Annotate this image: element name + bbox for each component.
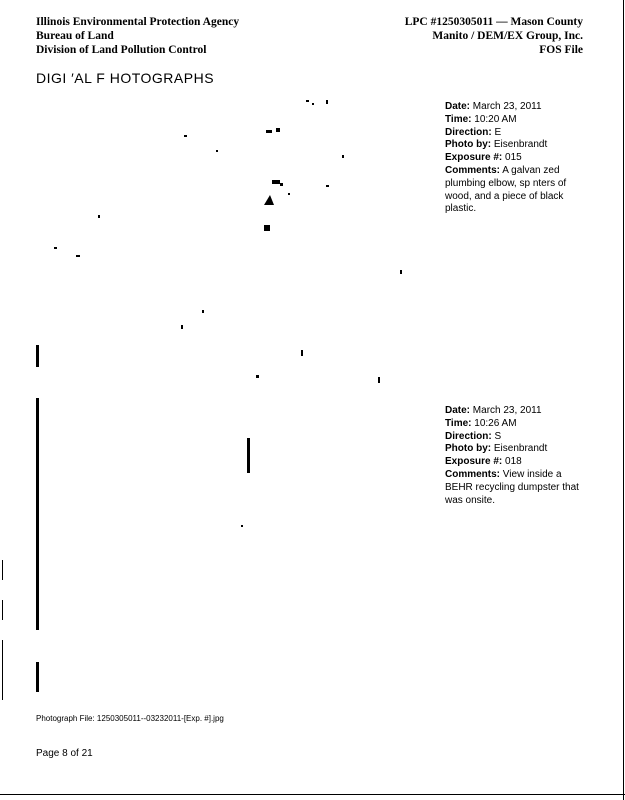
time-row <box>445 418 585 431</box>
direction-value: E <box>494 126 502 138</box>
page-edge-right <box>623 0 624 800</box>
header-left <box>36 15 239 57</box>
exposure-label: Exposure #: <box>445 456 503 468</box>
time-value: 10:20 AM <box>474 113 517 125</box>
section-title: DIGI ′AL F HOTOGRAPHS <box>36 70 215 86</box>
exposure-label: Exposure #: <box>445 152 503 164</box>
scan-artifact-bar <box>36 345 39 367</box>
time-row <box>445 114 585 127</box>
exposure-row <box>445 152 585 165</box>
agency-name: Illinois Environmental Protection Agency <box>36 16 240 28</box>
time-value: 10:26 AM <box>474 417 517 429</box>
date-row <box>445 405 585 418</box>
photo-by-value: Eisenbrandt <box>493 443 548 455</box>
comments-row <box>445 469 585 507</box>
photo-by-row <box>445 443 585 456</box>
time-label: Time: <box>445 113 472 125</box>
header-right <box>405 15 583 57</box>
photo-2-image <box>36 400 436 700</box>
photo-1-image <box>36 95 436 385</box>
photo-1-metadata <box>445 101 585 216</box>
file-type: FOS File <box>539 44 583 56</box>
photo-by-label: Photo by: <box>445 139 492 151</box>
division-name: Division of Land Pollution Control <box>36 44 207 56</box>
comments-label: Comments: <box>445 164 501 176</box>
date-label: Date: <box>445 101 471 112</box>
site-name: Manito / DEM/EX Group, Inc. <box>432 30 583 42</box>
date-row <box>445 101 585 114</box>
scan-artifact-bar <box>2 560 3 580</box>
photo-by-value: Eisenbrandt <box>493 139 548 151</box>
scan-artifact-bar <box>2 600 3 620</box>
exposure-value: 015 <box>505 152 522 164</box>
direction-label: Direction: <box>445 430 492 442</box>
page-number: Page 8 of 21 <box>36 748 93 759</box>
date-value: March 23, 2011 <box>472 405 542 416</box>
scan-artifact-bar <box>2 640 3 700</box>
page-edge-bottom <box>0 794 625 795</box>
exposure-row <box>445 456 585 469</box>
comments-row <box>445 165 585 216</box>
photo-2-metadata <box>445 405 585 507</box>
photo-1 <box>36 95 436 385</box>
lpc-number: LPC #1250305011 — Mason County <box>404 16 583 28</box>
photo-by-row <box>445 139 585 152</box>
bureau-name: Bureau of Land <box>36 30 114 42</box>
comments-label: Comments: <box>445 468 501 480</box>
comments-value: View inside a BEHR recycling dumpster that was onsite. <box>445 468 579 506</box>
photo-file-note: Photograph File: 1250305011--03232011-[Exp. #].jpg <box>36 714 224 723</box>
date-value: March 23, 2011 <box>472 101 542 112</box>
direction-label: Direction: <box>445 126 492 138</box>
time-label: Time: <box>445 417 472 429</box>
direction-value: S <box>494 430 502 442</box>
direction-row <box>445 127 585 140</box>
exposure-value: 018 <box>505 456 522 468</box>
photo-by-label: Photo by: <box>445 443 492 455</box>
photo-2 <box>36 400 436 700</box>
direction-row <box>445 431 585 444</box>
date-label: Date: <box>445 405 471 416</box>
comments-value: A galvan zed plumbing elbow, sp nters of wood, and a piece of black plastic. <box>445 164 567 215</box>
